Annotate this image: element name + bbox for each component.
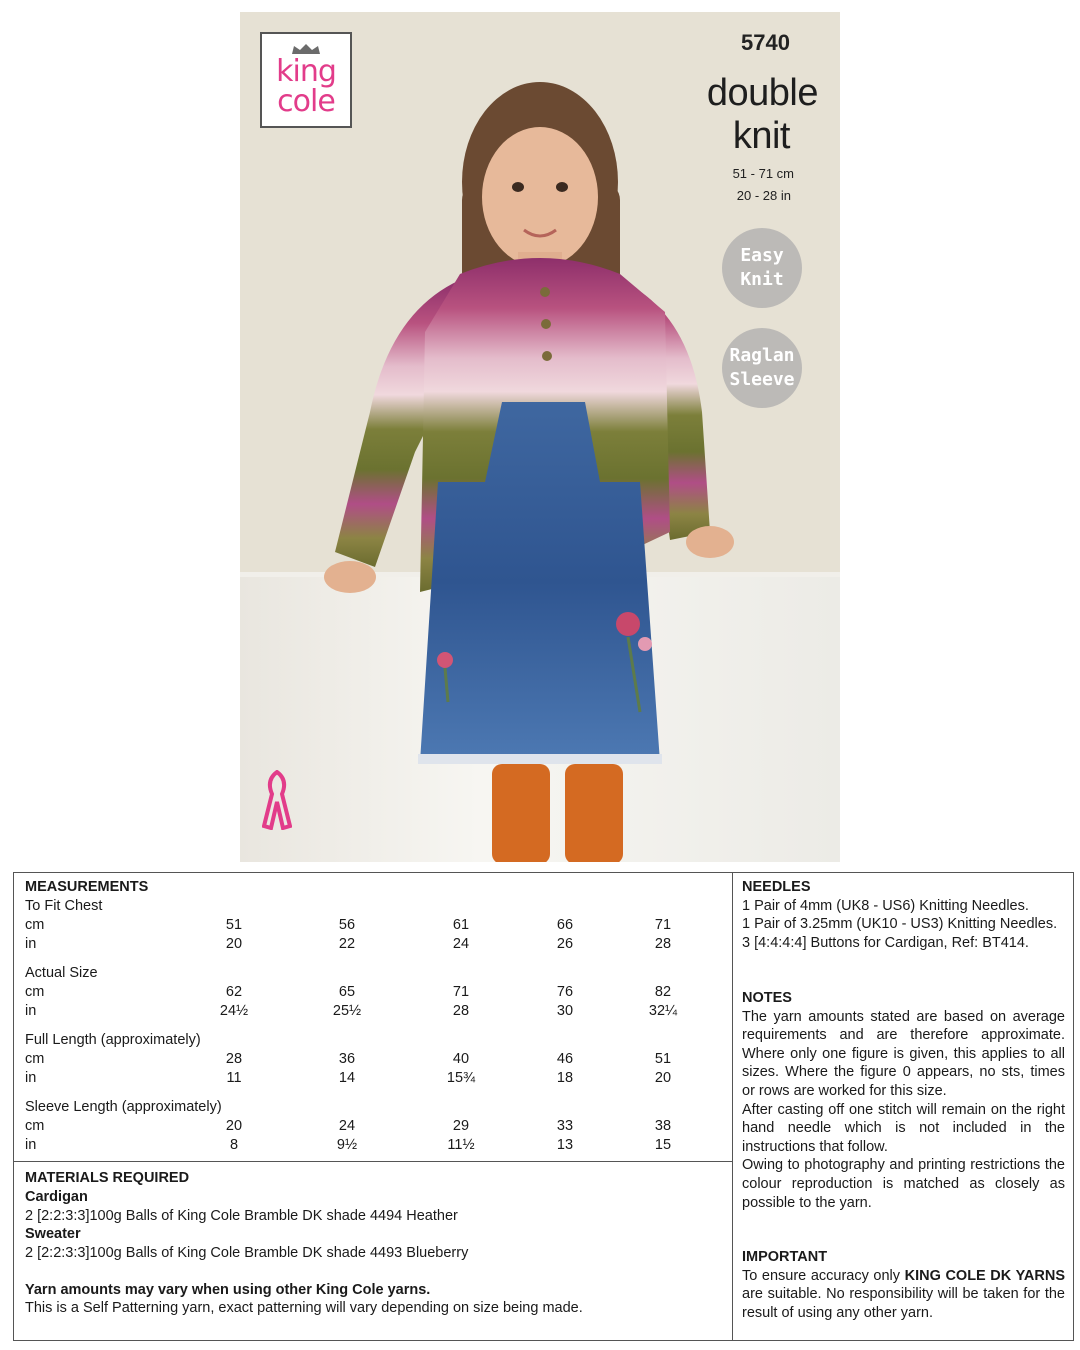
cover-photo: [240, 12, 840, 862]
measurement-value: 9½: [336, 1137, 358, 1153]
measurement-value: 40: [452, 1051, 470, 1067]
measurement-value: 46: [556, 1051, 574, 1067]
unit-label: in: [25, 1070, 37, 1086]
column-divider: [732, 873, 733, 1340]
raglan-sleeve-badge: Raglan Sleeve: [722, 328, 802, 408]
yarn-weight-line1: double: [706, 72, 818, 114]
measurement-value: 15: [654, 1137, 672, 1153]
king-cole-logo: [260, 32, 352, 128]
sweater-yarn: 2 [2:2:3:3]100g Balls of King Cole Bramble DK shade 4493 Blueberry: [25, 1245, 469, 1261]
cardigan-yarn: 2 [2:2:3:3]100g Balls of King Cole Bramble DK shade 4494 Heather: [25, 1208, 458, 1224]
measurement-value: 61: [452, 917, 470, 933]
measurement-value: 82: [654, 984, 672, 1000]
materials-heading: MATERIALS REQUIRED: [25, 1170, 190, 1186]
size-range-cm: 51 - 71 cm: [732, 166, 794, 181]
measurements-heading: MEASUREMENTS: [25, 879, 149, 895]
needle-line: 1 Pair of 4mm (UK8 - US6) Knitting Needles.: [742, 897, 1029, 914]
sweater-label: Sweater: [25, 1226, 81, 1242]
awareness-ribbon-icon: [262, 770, 292, 830]
important-text-start: To ensure accuracy only: [742, 1267, 905, 1284]
measurement-value: 32¼: [648, 1003, 678, 1019]
unit-label: in: [25, 936, 37, 952]
measurement-value: 33: [556, 1118, 574, 1134]
measurement-value: 13: [556, 1137, 574, 1153]
measurement-value: 26: [556, 936, 574, 952]
measurement-value: 29: [452, 1118, 470, 1134]
unit-label: in: [25, 1003, 37, 1019]
measurement-value: 28: [654, 936, 672, 952]
measurement-value: 20: [225, 936, 243, 952]
measurement-value: 51: [225, 917, 243, 933]
measurement-value: 24½: [219, 1003, 249, 1019]
measurement-value: 65: [338, 984, 356, 1000]
unit-label: cm: [25, 1051, 45, 1067]
measurement-value: 28: [225, 1051, 243, 1067]
group-label: To Fit Chest: [25, 898, 103, 914]
notes-heading: NOTES: [742, 990, 792, 1006]
measurement-value: 28: [452, 1003, 470, 1019]
measurement-value: 71: [452, 984, 470, 1000]
measurement-value: 30: [556, 1003, 574, 1019]
measurement-value: 15¾: [446, 1070, 476, 1086]
yarn-warning: Yarn amounts may vary when using other King Cole yarns.: [25, 1282, 431, 1298]
measurement-value: 18: [556, 1070, 574, 1086]
important-brand: KING COLE DK YARNS: [904, 1267, 1065, 1284]
notes-paragraph: After casting off one stitch will remain on the right hand needle which is not included in the instructions that follow.: [742, 1101, 1065, 1155]
logo-text-king: king: [276, 54, 336, 89]
important-section: [742, 1248, 1065, 1322]
measurement-value: 76: [556, 984, 574, 1000]
easy-knit-badge: Easy Knit: [722, 228, 802, 308]
self-patterning-note: This is a Self Patterning yarn, exact patterning will vary depending on size being made.: [25, 1300, 583, 1316]
measurement-value: 25½: [332, 1003, 362, 1019]
measurement-value: 66: [556, 917, 574, 933]
measurement-value: 20: [225, 1118, 243, 1134]
needle-line: 1 Pair of 3.25mm (UK10 - US3) Knitting Needles.: [742, 916, 1058, 933]
notes-paragraph: Owing to photography and printing restrictions the colour reproduction is matched as closely as possible to the yarn.: [742, 1157, 1065, 1211]
unit-label: cm: [25, 984, 45, 1000]
notes-paragraph: The yarn amounts stated are based on average requirements and are therefore approximate. Where only one figure is given, this applies to all sizes. Where the figure 0 appears, no sts, times or rows are worked for this size.: [742, 1008, 1065, 1099]
unit-label: in: [25, 1137, 37, 1153]
measurement-value: 38: [654, 1118, 672, 1134]
unit-label: cm: [25, 917, 45, 933]
measurement-value: 8: [229, 1137, 239, 1153]
notes-section: [742, 989, 1065, 1212]
measurement-value: 24: [452, 936, 470, 952]
cardigan-label: Cardigan: [25, 1189, 88, 1205]
section-divider: [14, 1161, 732, 1162]
measurement-value: 24: [338, 1118, 356, 1134]
pattern-info-panel: [13, 872, 1074, 1341]
measurement-value: 22: [338, 936, 356, 952]
group-label: Sleeve Length (approximately): [25, 1099, 222, 1115]
group-label: Full Length (approximately): [25, 1032, 201, 1048]
measurement-value: 11: [226, 1070, 242, 1086]
needles-section: [742, 878, 1065, 952]
measurement-value: 51: [654, 1051, 672, 1067]
measurement-value: 56: [338, 917, 356, 933]
measurement-value: 14: [338, 1070, 356, 1086]
measurement-value: 36: [338, 1051, 356, 1067]
size-range-in: 20 - 28 in: [736, 188, 791, 203]
important-text-end: are suitable. No responsibility will be taken for the result of using any other yarn.: [742, 1286, 1065, 1321]
measurement-value: 71: [654, 917, 672, 933]
measurement-value: 62: [225, 984, 243, 1000]
unit-label: cm: [25, 1118, 45, 1134]
measurement-value: 11½: [447, 1137, 475, 1153]
logo-text-cole: cole: [277, 84, 335, 119]
needles-heading: NEEDLES: [742, 879, 811, 895]
buttons-line: 3 [4:4:4:4] Buttons for Cardigan, Ref: BT414.: [742, 934, 1029, 951]
important-heading: IMPORTANT: [742, 1249, 828, 1265]
yarn-weight-line2: knit: [732, 115, 790, 157]
group-label: Actual Size: [25, 965, 98, 981]
important-text: [742, 1267, 1065, 1323]
measurement-value: 20: [654, 1070, 672, 1086]
pattern-number: 5740: [741, 30, 790, 55]
